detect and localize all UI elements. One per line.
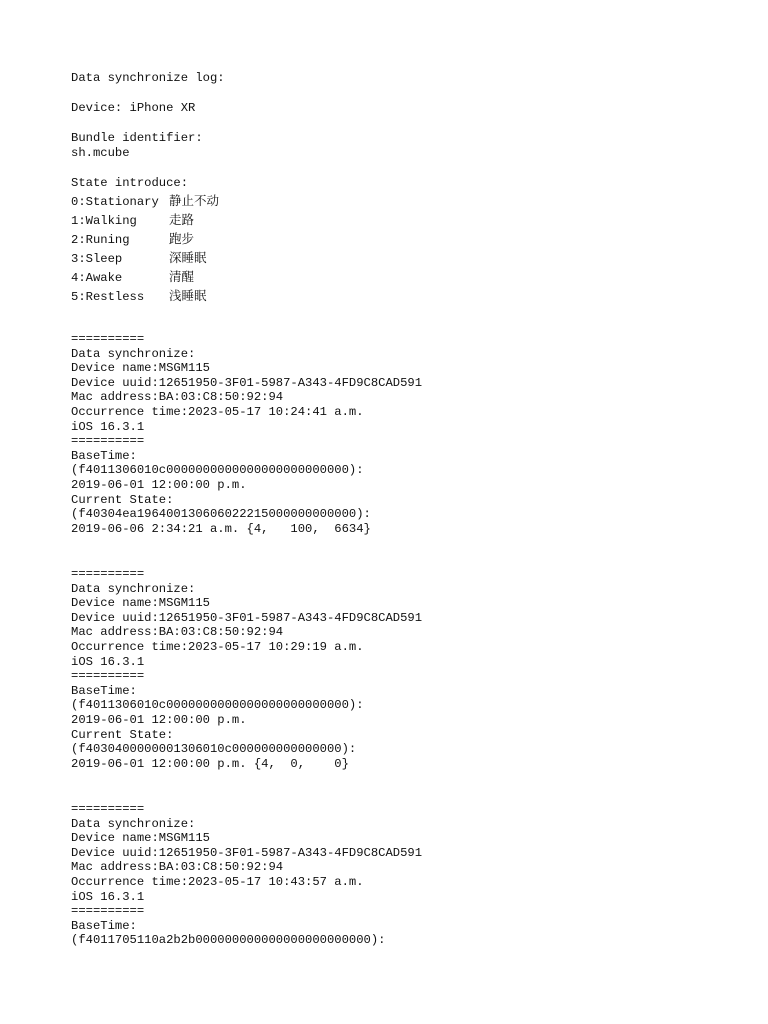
device-uuid: Device uuid:12651950-3F01-5987-A343-4FD9C8CAD591: [71, 375, 423, 390]
state-item: [71, 229, 751, 248]
separator: ==========: [71, 802, 145, 816]
spacer: [71, 161, 751, 176]
mac-address: Mac address:BA:03:C8:50:92:94: [71, 625, 284, 640]
spacer: [71, 86, 751, 101]
device-line: Device: iPhone XR: [71, 101, 196, 115]
state-item: [71, 210, 751, 229]
state-cn: 清醒: [169, 269, 195, 284]
state-item: [71, 248, 751, 267]
state-item: [71, 191, 751, 210]
state-code: 3:Sleep: [71, 252, 123, 266]
mac-address: Mac address:BA:03:C8:50:92:94: [71, 860, 284, 875]
occurrence-time: Occurrence time:2023-05-17 10:29:19 a.m.: [71, 639, 364, 654]
base-time-hex: (f4011306010c0000000000000000000000000):: [71, 698, 364, 713]
bundle-value: sh.mcube: [71, 146, 130, 160]
log-title: Data synchronize log:: [71, 71, 225, 85]
spacer: [71, 116, 751, 131]
occurrence-time: Occurrence time:2023-05-17 10:43:57 a.m.: [71, 874, 364, 889]
device-name: Device name:MSGM115: [71, 596, 210, 611]
state-cn: 跑步: [169, 231, 195, 246]
base-time-label: BaseTime:: [71, 448, 137, 463]
state-cn: 深睡眠: [169, 250, 207, 265]
state-cn: 静止不动: [169, 193, 220, 208]
state-intro-title: State introduce:: [71, 176, 189, 190]
state-item: [71, 267, 751, 286]
current-state-value: 2019-06-01 12:00:00 p.m. {4, 0, 0}: [71, 756, 349, 771]
ios-version: iOS 16.3.1: [71, 419, 145, 434]
base-time-label: BaseTime:: [71, 918, 137, 933]
mac-address: Mac address:BA:03:C8:50:92:94: [71, 390, 284, 405]
sync-entry: [71, 802, 751, 948]
separator: ==========: [71, 669, 145, 684]
base-time-value: 2019-06-01 12:00:00 p.m.: [71, 712, 247, 727]
device-name: Device name:MSGM115: [71, 361, 210, 376]
entry-heading: Data synchronize:: [71, 581, 196, 596]
sync-entry: [71, 332, 751, 536]
ios-version: iOS 16.3.1: [71, 889, 145, 904]
device-name: Device name:MSGM115: [71, 831, 210, 846]
separator: ==========: [71, 904, 145, 919]
state-code: 4:Awake: [71, 271, 123, 285]
separator: ==========: [71, 332, 145, 346]
state-cn: 浅睡眠: [169, 288, 207, 303]
current-state-hex: (f40304ea196400130606022215000000000000):: [71, 507, 371, 522]
log-document: [71, 71, 751, 948]
base-time-value: 2019-06-01 12:00:00 p.m.: [71, 477, 247, 492]
state-list: [71, 191, 751, 305]
state-item: [71, 286, 751, 305]
current-state-hex: (f4030400000001306010c000000000000000):: [71, 742, 357, 757]
current-state-label: Current State:: [71, 492, 174, 507]
state-code: 2:Runing: [71, 233, 130, 247]
base-time-hex: (f4011705110a2b2b000000000000000000000000):: [71, 933, 386, 948]
current-state-value: 2019-06-06 2:34:21 a.m. {4, 100, 6634}: [71, 521, 371, 536]
base-time-hex: (f4011306010c0000000000000000000000000):: [71, 463, 364, 478]
occurrence-time: Occurrence time:2023-05-17 10:24:41 a.m.: [71, 404, 364, 419]
bundle-label: Bundle identifier:: [71, 131, 203, 145]
state-code: 0:Stationary: [71, 195, 159, 209]
device-uuid: Device uuid:12651950-3F01-5987-A343-4FD9C8CAD591: [71, 845, 423, 860]
state-code: 5:Restless: [71, 290, 145, 304]
state-code: 1:Walking: [71, 214, 137, 228]
ios-version: iOS 16.3.1: [71, 654, 145, 669]
base-time-label: BaseTime:: [71, 683, 137, 698]
device-uuid: Device uuid:12651950-3F01-5987-A343-4FD9C8CAD591: [71, 610, 423, 625]
sync-entry: [71, 567, 751, 771]
entry-heading: Data synchronize:: [71, 816, 196, 831]
entry-heading: Data synchronize:: [71, 346, 196, 361]
current-state-label: Current State:: [71, 727, 174, 742]
separator: ==========: [71, 567, 145, 581]
separator: ==========: [71, 434, 145, 449]
state-cn: 走路: [169, 212, 195, 227]
